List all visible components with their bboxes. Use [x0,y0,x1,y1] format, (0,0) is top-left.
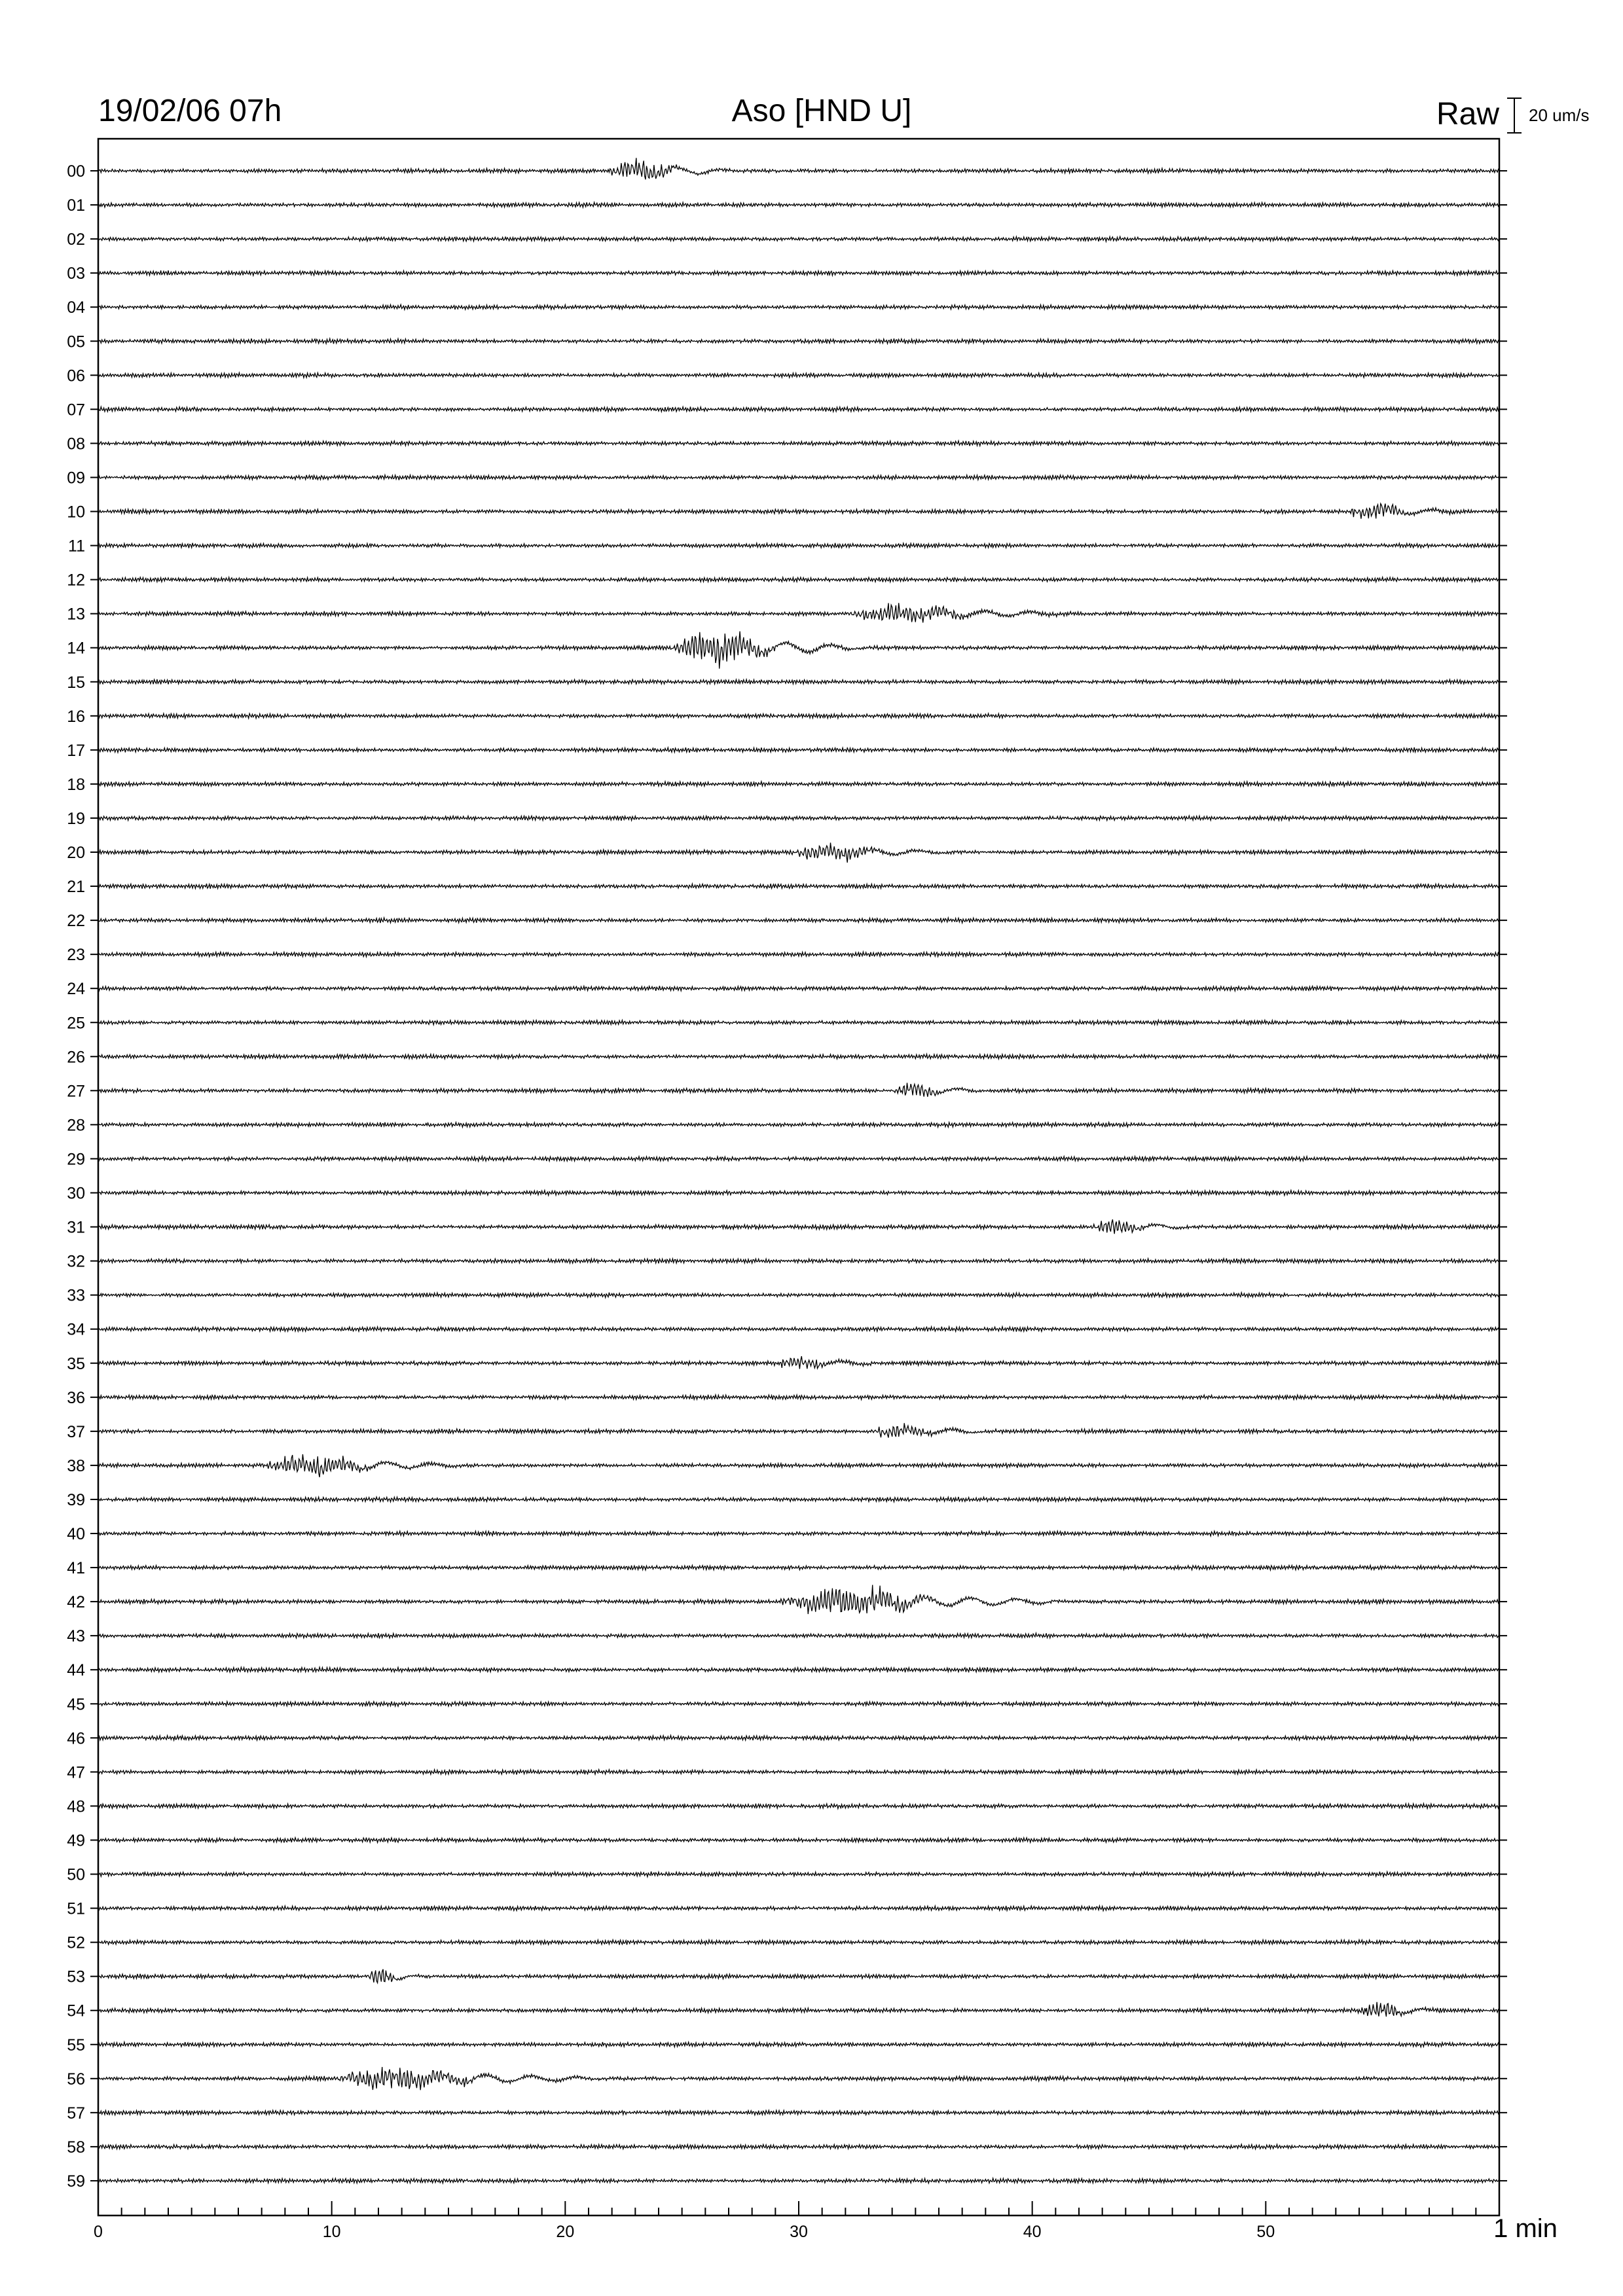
amplitude-scale-bar [1507,98,1522,133]
row-label-38: 38 [67,1456,85,1475]
trace-row-15 [98,679,1499,685]
trace-row-27 [98,1083,1499,1096]
row-label-16: 16 [67,707,85,726]
trace-row-37 [98,1423,1499,1437]
x-tick-label-20: 20 [556,2223,575,2241]
row-label-09: 09 [67,469,85,488]
trace-row-58 [98,2144,1499,2149]
trace-row-45 [98,1701,1499,1706]
trace-row-09 [98,475,1499,480]
trace-row-53 [98,1969,1499,1983]
row-label-28: 28 [67,1116,85,1135]
header-mode: Raw [1436,97,1499,132]
trace-row-47 [98,1770,1499,1775]
row-label-57: 57 [67,2104,85,2123]
trace-row-22 [98,918,1499,923]
row-label-40: 40 [67,1525,85,1543]
row-label-26: 26 [67,1048,85,1067]
x-tick-label-10: 10 [322,2223,341,2241]
row-label-34: 34 [67,1320,85,1339]
row-label-32: 32 [67,1252,85,1271]
row-label-56: 56 [67,2070,85,2089]
trace-row-50 [98,1871,1499,1876]
row-label-33: 33 [67,1286,85,1305]
trace-row-42 [98,1585,1499,1615]
trace-row-32 [98,1259,1499,1264]
row-label-00: 00 [67,162,85,181]
x-tick-label-30: 30 [790,2223,808,2241]
row-label-29: 29 [67,1150,85,1169]
header-station-title: Aso [HND U] [731,94,912,128]
trace-row-29 [98,1157,1499,1162]
row-label-46: 46 [67,1729,85,1748]
row-label-07: 07 [67,401,85,420]
row-label-49: 49 [67,1831,85,1850]
x-tick-label-40: 40 [1023,2223,1042,2241]
x-axis-label: 1 min [1493,2214,1558,2243]
row-label-18: 18 [67,775,85,794]
trace-row-24 [98,986,1499,991]
row-label-13: 13 [67,605,85,624]
trace-row-33 [98,1293,1499,1298]
row-label-06: 06 [67,367,85,386]
row-label-05: 05 [67,332,85,351]
row-label-44: 44 [67,1661,85,1680]
row-label-11: 11 [68,537,85,556]
trace-row-18 [98,781,1499,787]
trace-row-14 [98,632,1499,669]
row-label-20: 20 [67,844,85,862]
trace-row-26 [98,1054,1499,1059]
row-label-12: 12 [67,571,85,590]
trace-row-02 [98,236,1499,242]
row-label-30: 30 [67,1184,85,1203]
row-label-02: 02 [67,230,85,249]
amplitude-scale-label: 20 um/s [1529,105,1590,125]
trace-row-54 [98,2002,1499,2017]
row-label-41: 41 [67,1559,85,1578]
row-label-54: 54 [67,2001,85,2020]
trace-row-41 [98,1565,1499,1570]
trace-row-01 [98,202,1499,207]
trace-row-12 [98,577,1499,583]
row-label-59: 59 [67,2172,85,2191]
row-label-10: 10 [67,503,85,522]
row-label-42: 42 [67,1593,85,1612]
trace-row-06 [98,373,1499,378]
row-label-19: 19 [67,809,85,828]
row-label-50: 50 [67,1865,85,1884]
trace-row-36 [98,1395,1499,1400]
x-tick-label-50: 50 [1256,2223,1275,2241]
trace-row-49 [98,1838,1499,1843]
row-label-08: 08 [67,435,85,454]
row-label-48: 48 [67,1797,85,1816]
trace-row-35 [98,1356,1499,1369]
row-label-01: 01 [67,196,85,215]
row-label-37: 37 [67,1422,85,1441]
row-label-21: 21 [67,878,85,897]
trace-row-44 [98,1667,1499,1672]
trace-row-20 [98,843,1499,863]
row-label-14: 14 [67,639,85,658]
trace-row-46 [98,1736,1499,1741]
row-label-51: 51 [67,1899,85,1918]
trace-row-23 [98,952,1499,957]
row-label-39: 39 [67,1490,85,1509]
trace-row-07 [98,406,1499,412]
row-label-52: 52 [67,1933,85,1952]
plot-frame [98,139,1499,2215]
trace-row-08 [98,441,1499,446]
trace-row-59 [98,2178,1499,2183]
row-label-23: 23 [67,946,85,965]
trace-row-38 [98,1454,1499,1477]
trace-row-52 [98,1940,1499,1945]
trace-row-31 [98,1219,1499,1234]
row-label-04: 04 [67,298,85,317]
trace-row-11 [98,543,1499,548]
x-tick-label-0: 0 [94,2223,103,2241]
row-label-35: 35 [67,1354,85,1373]
trace-row-57 [98,2110,1499,2115]
row-label-31: 31 [67,1218,85,1237]
row-label-22: 22 [67,912,85,931]
row-label-53: 53 [67,1967,85,1986]
row-label-36: 36 [67,1388,85,1407]
trace-row-04 [98,304,1499,310]
trace-row-13 [98,603,1499,622]
trace-row-10 [98,503,1499,518]
row-label-58: 58 [67,2138,85,2157]
trace-row-28 [98,1122,1499,1127]
header-date-hour: 19/02/06 07h [98,94,282,128]
row-label-45: 45 [67,1695,85,1714]
trace-row-39 [98,1497,1499,1502]
row-label-17: 17 [67,741,85,760]
row-label-43: 43 [67,1627,85,1646]
trace-row-25 [98,1020,1499,1025]
trace-row-40 [98,1531,1499,1536]
trace-row-30 [98,1191,1499,1196]
trace-row-51 [98,1906,1499,1911]
trace-row-48 [98,1804,1499,1809]
row-label-47: 47 [67,1763,85,1782]
trace-row-34 [98,1327,1499,1332]
row-label-24: 24 [67,980,85,999]
trace-row-16 [98,713,1499,718]
trace-row-00 [98,158,1499,179]
row-label-03: 03 [67,264,85,283]
trace-row-05 [98,338,1499,344]
row-label-25: 25 [67,1014,85,1033]
trace-row-56 [98,2067,1499,2090]
row-label-27: 27 [67,1082,85,1101]
row-label-55: 55 [67,2036,85,2054]
trace-row-17 [98,747,1499,753]
trace-row-19 [98,816,1499,821]
row-label-15: 15 [67,673,85,692]
trace-row-55 [98,2042,1499,2047]
trace-row-43 [98,1633,1499,1638]
trace-row-21 [98,884,1499,889]
trace-row-03 [98,270,1499,276]
